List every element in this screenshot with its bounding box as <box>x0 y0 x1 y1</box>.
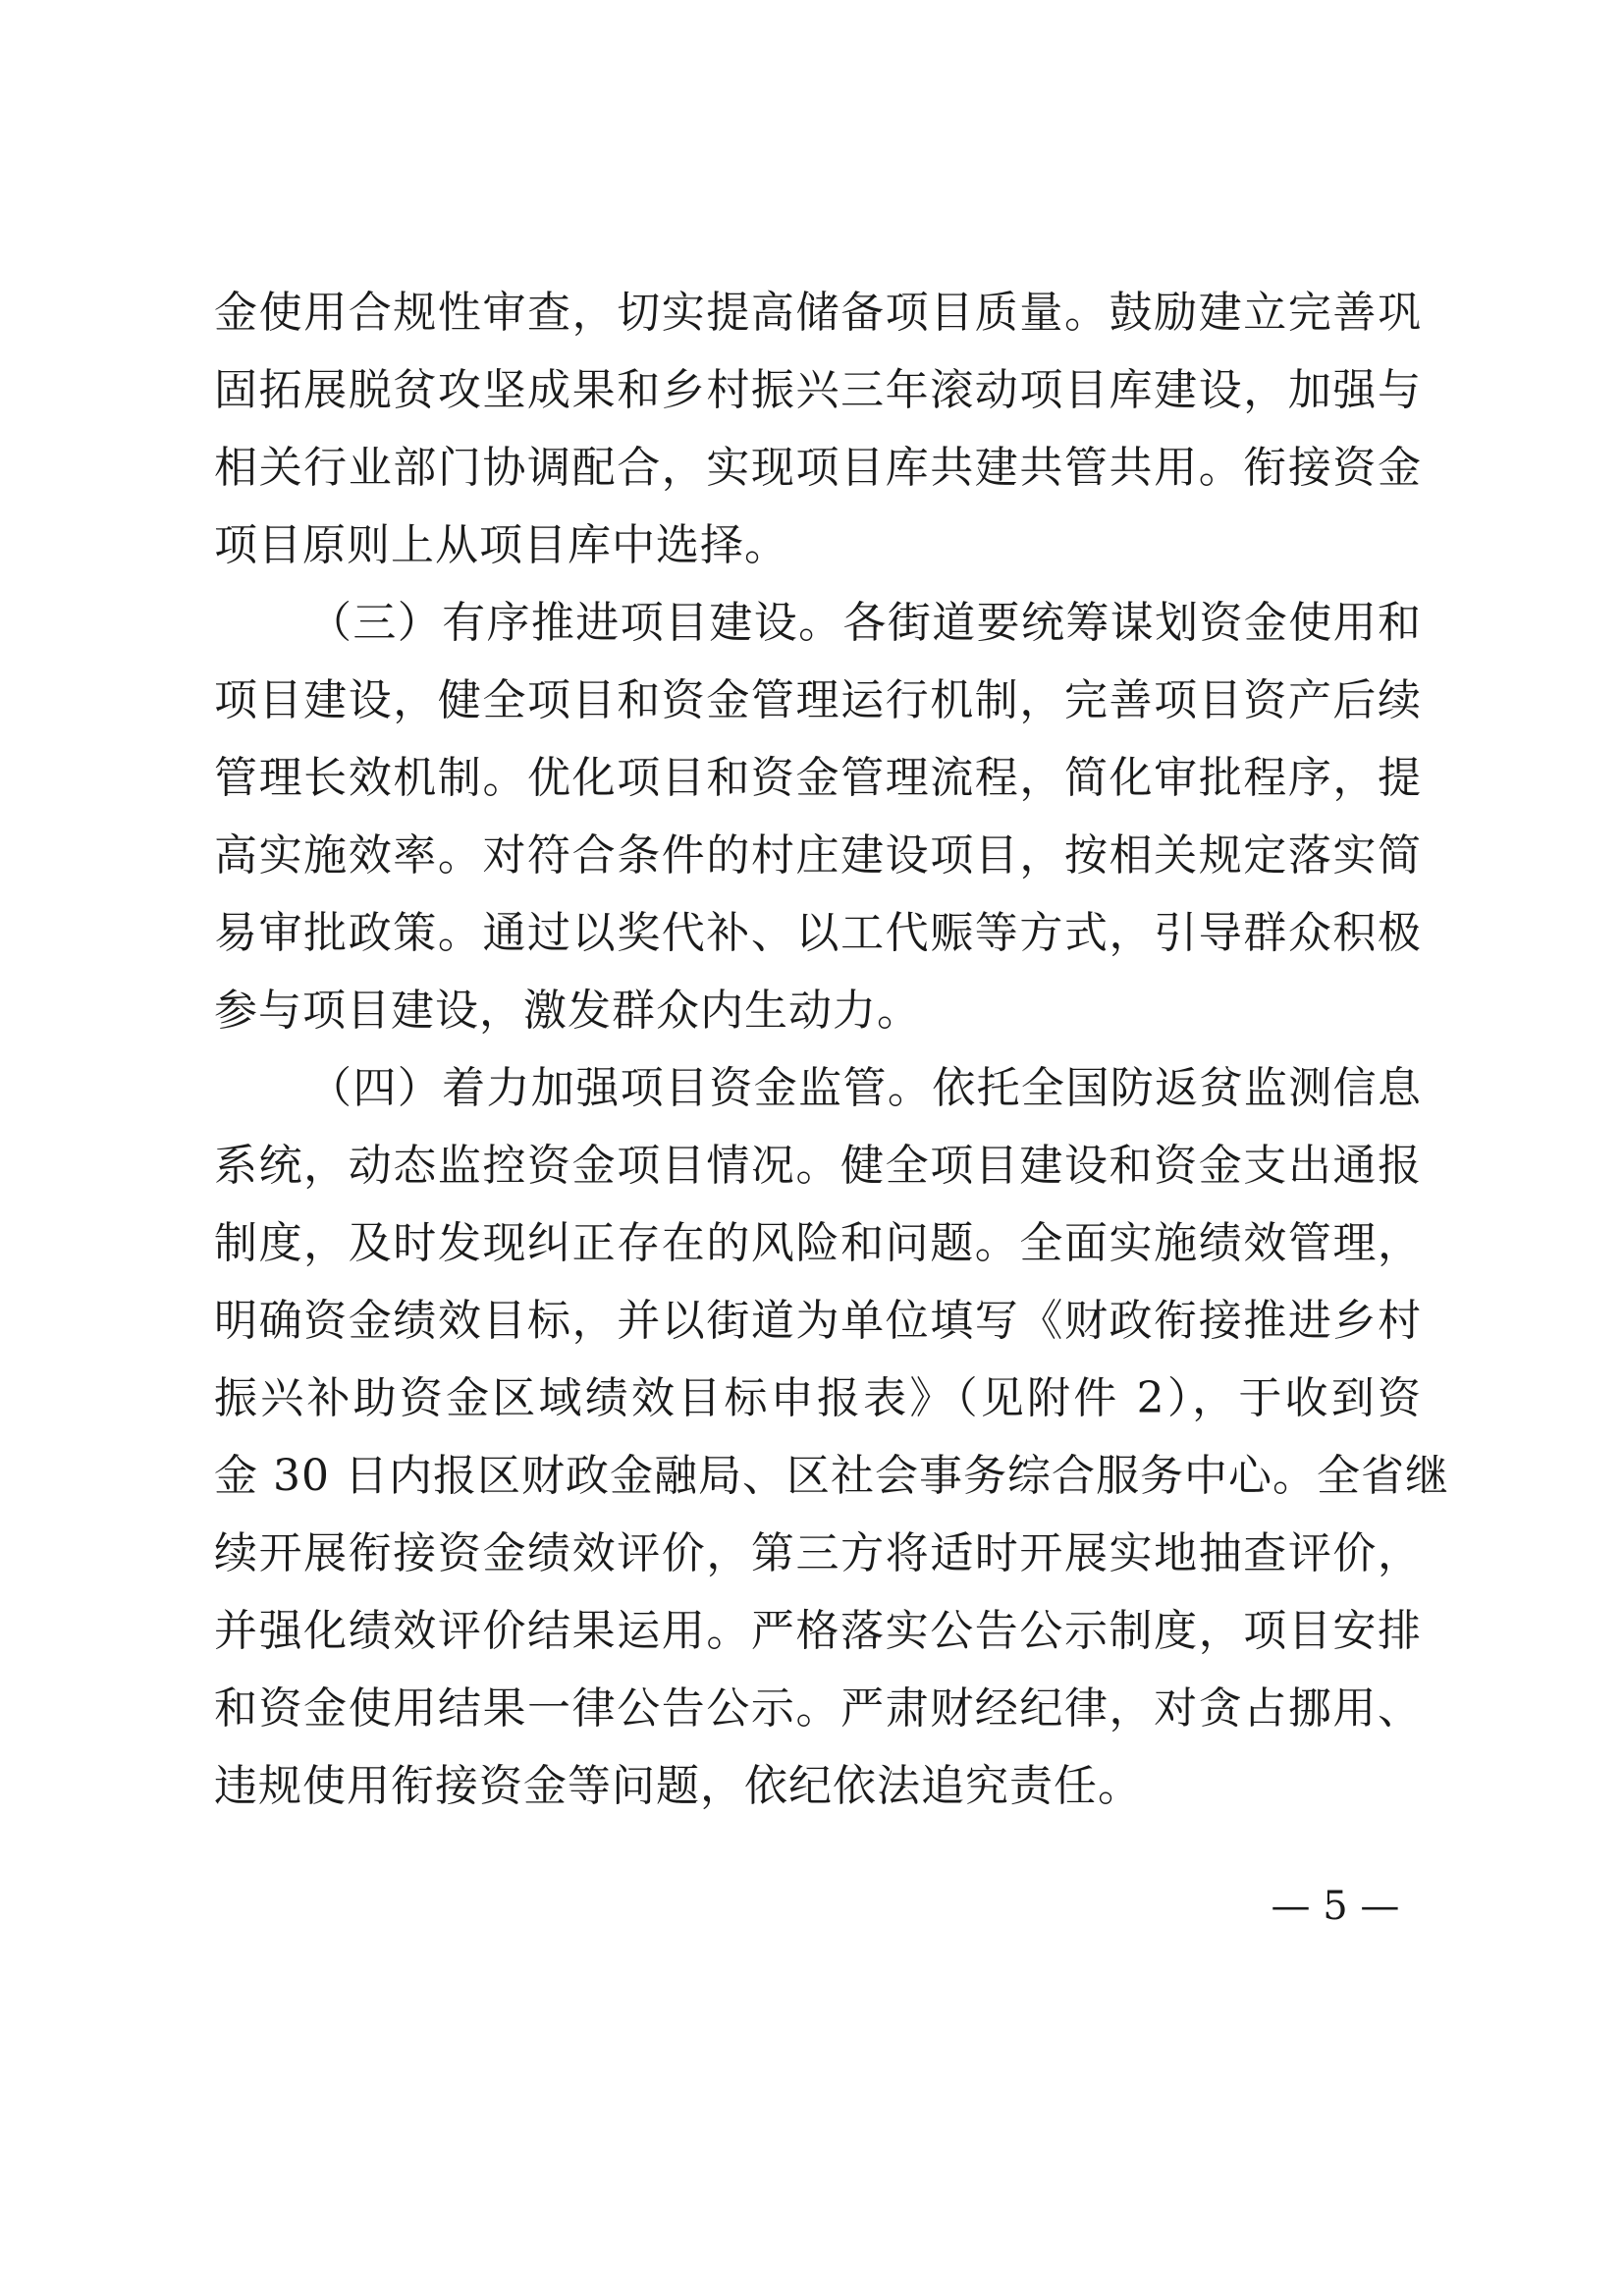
body-text-line: 和资金使用结果一律公告公示。严肃财经纪律，对贪占挪用、 <box>214 1683 1422 1734</box>
body-text-line: 高实施效率。对符合条件的村庄建设项目，按相关规定落实简 <box>214 830 1422 881</box>
body-text-line: 项目原则上从项目库中选择。 <box>214 520 788 570</box>
body-text-line: 参与项目建设，激发群众内生动力。 <box>214 986 921 1036</box>
body-text-line: 金使用合规性审查，切实提高储备项目质量。鼓励建立完善巩 <box>214 288 1422 338</box>
section-heading-line: （三）有序推进项目建设。各街道要统筹谋划资金使用和 <box>308 598 1422 648</box>
body-text-line: 相关行业部门协调配合，实现项目库共建共管共用。衔接资金 <box>214 443 1422 493</box>
body-text-line: 制度，及时发现纠正存在的风险和问题。全面实施绩效管理， <box>214 1218 1422 1268</box>
body-text-line: 并强化绩效评价结果运用。严格落实公告公示制度，项目安排 <box>214 1606 1422 1656</box>
body-text-line: 项目建设，健全项目和资金管理运行机制，完善项目资产后续 <box>214 675 1422 725</box>
body-text-line: 违规使用衔接资金等问题，依纪依法追究责任。 <box>214 1761 1142 1811</box>
body-text-line: 管理长效机制。优化项目和资金管理流程，简化审批程序，提 <box>214 753 1422 803</box>
body-text-line: 振兴补助资金区域绩效目标申报表》（见附件 2），于收到资 <box>214 1373 1422 1423</box>
section-heading-line: （四）着力加强项目资金监管。依托全国防返贫监测信息 <box>308 1063 1422 1113</box>
body-text-line: 明确资金绩效目标，并以街道为单位填写《财政衔接推进乡村 <box>214 1296 1422 1346</box>
body-text-line: 金 30 日内报区财政金融局、区社会事务综合服务中心。全省继 <box>214 1451 1449 1501</box>
body-text-line: 系统，动态监控资金项目情况。健全项目建设和资金支出通报 <box>214 1141 1422 1191</box>
body-text-line: 易审批政策。通过以奖代补、以工代赈等方式，引导群众积极 <box>214 908 1422 958</box>
body-text-line: 续开展衔接资金绩效评价，第三方将适时开展实地抽查评价， <box>214 1528 1422 1578</box>
body-text-line: 固拓展脱贫攻坚成果和乡村振兴三年滚动项目库建设，加强与 <box>214 365 1422 415</box>
page-number: — 5 — <box>1271 1884 1400 1929</box>
